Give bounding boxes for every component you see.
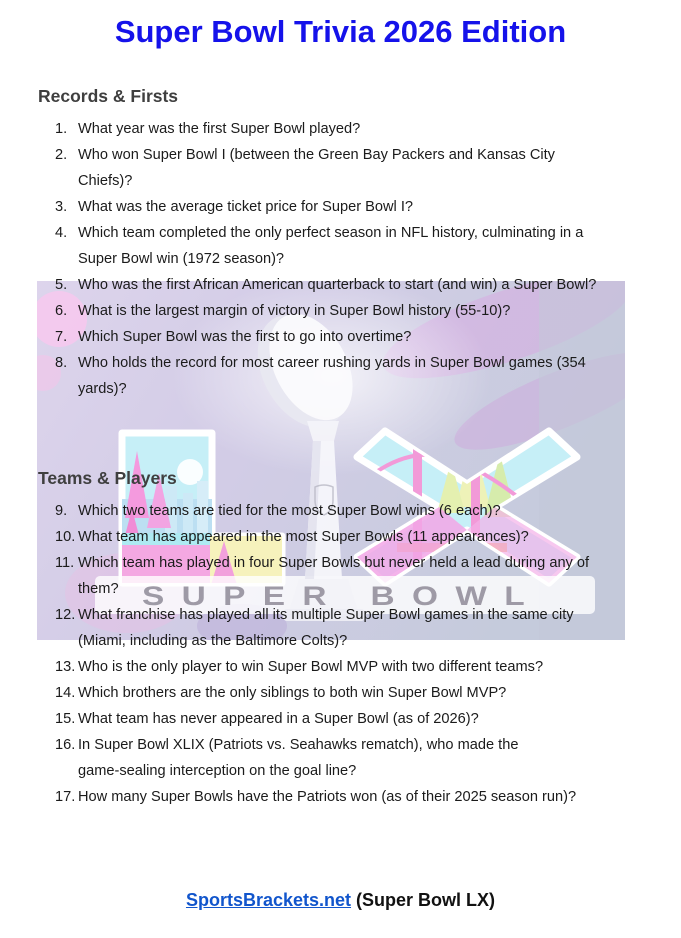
question-text: yards)? (78, 381, 127, 397)
question-item (55, 732, 589, 758)
question-continuation-line (55, 576, 589, 602)
question-item (55, 524, 589, 550)
question-item (55, 680, 589, 706)
question-number: 9. (55, 503, 68, 519)
footer-link[interactable]: SportsBrackets.net (185, 890, 352, 910)
question-item (55, 298, 596, 324)
question-number (55, 628, 78, 654)
question-number (55, 758, 78, 784)
question-number: 15. (55, 711, 76, 727)
question-item (55, 116, 596, 142)
question-number: 10. (55, 529, 76, 545)
question-number (55, 246, 78, 272)
question-number: 12. (55, 607, 76, 623)
question-number: 17. (55, 789, 76, 805)
question-number: 3. (55, 199, 68, 215)
question-list-teams (55, 498, 589, 810)
question-text: What year was the first Super Bowl played? (78, 121, 361, 137)
question-text: How many Super Bowls have the Patriots won (as of their 2025 season run)? (78, 789, 577, 805)
question-number: 6. (55, 303, 68, 319)
question-item (55, 784, 589, 810)
question-number: 13. (55, 659, 76, 675)
question-text: What was the average ticket price for Super Bowl I? (78, 199, 414, 215)
question-number (55, 168, 78, 194)
question-continuation-line (55, 168, 596, 194)
question-text: them? (78, 581, 119, 597)
question-number: 2. (55, 147, 68, 163)
question-number: 5. (55, 277, 68, 293)
question-text: Who is the only player to win Super Bowl MVP with two different teams? (78, 659, 544, 675)
page-title: Super Bowl Trivia 2026 Edition (114, 14, 567, 49)
question-item (55, 194, 596, 220)
question-text: Which team has played in four Super Bowls but never held a lead during any of (78, 555, 590, 571)
question-text: Chiefs)? (78, 173, 133, 189)
question-text: What team has appeared in the most Super Bowls (11 appearances)? (78, 529, 529, 545)
question-number: 11. (55, 555, 75, 571)
question-continuation-line (55, 628, 589, 654)
question-item (55, 142, 596, 168)
question-item (55, 706, 589, 732)
question-number: 4. (55, 225, 68, 241)
question-continuation-line (55, 246, 596, 272)
question-text: Which Super Bowl was the first to go into overtime? (78, 329, 412, 345)
question-number (55, 376, 78, 402)
question-item (55, 550, 589, 576)
question-number: 7. (55, 329, 68, 345)
question-number (55, 576, 78, 602)
question-number: 16. (55, 737, 76, 753)
footer (0, 889, 681, 911)
question-number: 8. (55, 355, 68, 371)
question-item (55, 602, 589, 628)
question-text: Who was the first African American quarterback to start (and win) a Super Bowl? (78, 277, 597, 293)
question-continuation-line (55, 758, 589, 784)
question-text: Super Bowl win (1972 season)? (78, 251, 285, 267)
footer-suffix: (Super Bowl LX) (351, 890, 496, 910)
question-text: Who holds the record for most career rushing yards in Super Bowl games (354 (78, 355, 586, 371)
question-item (55, 654, 589, 680)
question-text: In Super Bowl XLIX (Patriots vs. Seahawks rematch), who made the (78, 737, 519, 753)
question-text: game-sealing interception on the goal line? (78, 763, 357, 779)
section-heading-records: Records & Firsts (38, 86, 179, 106)
question-text: Which team completed the only perfect season in NFL history, culminating in a (78, 225, 584, 241)
question-text: What is the largest margin of victory in Super Bowl history (55-10)? (78, 303, 511, 319)
question-number: 1. (55, 121, 68, 137)
question-text: Which brothers are the only siblings to both win Super Bowl MVP? (78, 685, 507, 701)
watermark-caption: SUPER BOWL (142, 581, 542, 611)
question-text: Which two teams are tied for the most Super Bowl wins (6 each)? (78, 503, 501, 519)
question-item (55, 220, 596, 246)
question-text: What team has never appeared in a Super Bowl (as of 2026)? (78, 711, 479, 727)
question-number: 14. (55, 685, 76, 701)
question-list-records (55, 116, 596, 402)
question-text: What franchise has played all its multiple Super Bowl games in the same city (78, 607, 574, 623)
section-heading-teams: Teams & Players (38, 468, 177, 488)
question-item (55, 272, 596, 298)
question-item (55, 324, 596, 350)
question-text: (Miami, including as the Baltimore Colts)? (78, 633, 348, 649)
question-continuation-line (55, 376, 596, 402)
question-item (55, 498, 589, 524)
question-item (55, 350, 596, 376)
question-text: Who won Super Bowl I (between the Green Bay Packers and Kansas City (78, 147, 555, 163)
